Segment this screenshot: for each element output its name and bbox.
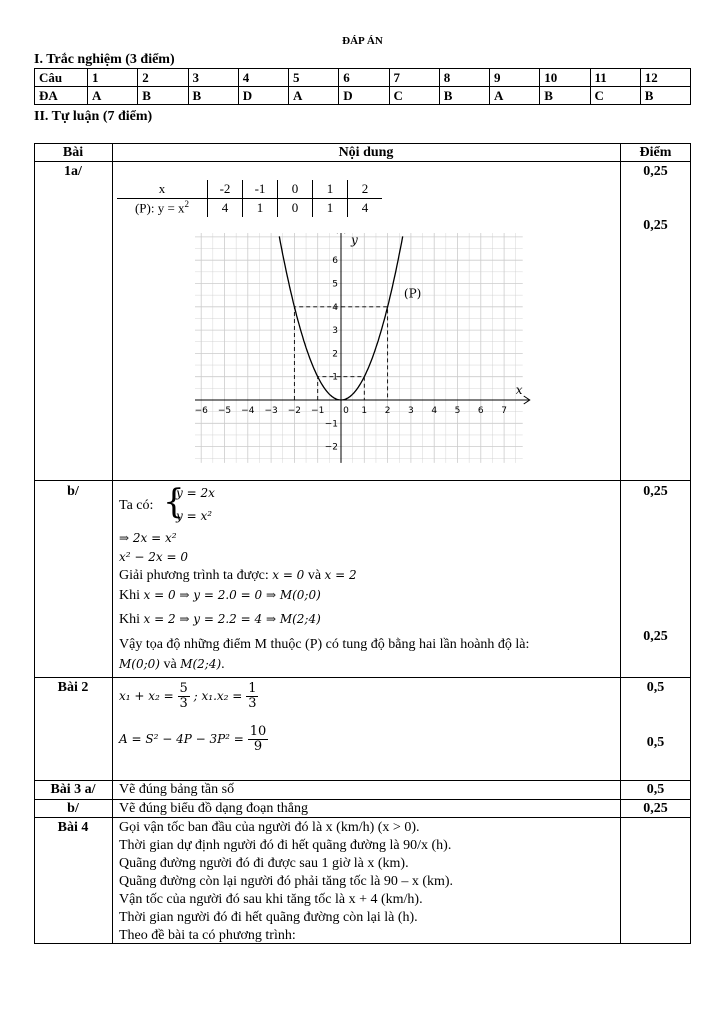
section-essay-heading: II. Tự luận (7 điểm): [34, 109, 153, 124]
question-1b-points: 0,25: [643, 629, 668, 644]
value-table-cell: 1: [313, 199, 348, 218]
equation-line: x² − 2x = 0: [119, 550, 188, 564]
question-1b-label: b/: [67, 484, 79, 499]
question-4-line: Thời gian người đó đi hết quãng đường còn lại là (h).: [119, 910, 418, 925]
mc-cell: 2: [138, 69, 188, 87]
mc-cell: B: [640, 87, 690, 105]
question-2-points: 0,5: [646, 680, 665, 695]
expression-a-equation: A = S² − 4P − 3P² = $\frac{10}{9}$: [119, 724, 267, 754]
mc-cell: 5: [289, 69, 339, 87]
x-tick-label: −1: [311, 406, 325, 416]
x-tick-label: −4: [241, 406, 255, 416]
mc-cell: C: [590, 87, 640, 105]
mc-cell: 1: [88, 69, 138, 87]
question-2-points: 0,5: [646, 735, 665, 750]
x-tick-label: 7: [501, 406, 507, 416]
question-1a-points: 0,25: [643, 218, 668, 233]
page-title: ĐÁP ÁN: [342, 35, 383, 47]
y-tick-label: 2: [332, 349, 338, 360]
column-divider: [620, 143, 621, 944]
row-divider: [34, 780, 691, 781]
curve-label: (P): [403, 286, 422, 301]
value-table-y-row: [117, 199, 382, 218]
mc-cell: A: [289, 87, 339, 105]
y-tick-label: 1: [332, 372, 338, 383]
question-4-line: Vận tốc của người đó sau khi tăng tốc là x + 4 (km/h).: [119, 892, 423, 907]
solve-line: Giải phương trình ta được: x = 0 và x = 2: [119, 568, 357, 583]
ta-co-text: Ta có:: [119, 498, 154, 513]
mc-cell: B: [540, 87, 590, 105]
x-tick-label: −5: [217, 406, 232, 416]
header-noi-dung: Nội dung: [338, 145, 394, 160]
equation-line: ⇒ 2x = x²: [119, 531, 177, 545]
question-3a-label: Bài 3 a/: [50, 782, 96, 797]
row-divider: [34, 480, 691, 481]
mc-cell: 7: [389, 69, 439, 87]
mc-cell: D: [339, 87, 389, 105]
section-multiple-choice-heading: I. Trắc nghiệm (3 điểm): [34, 52, 175, 67]
header-bai: Bài: [62, 145, 84, 160]
value-table-cell: -2: [208, 180, 243, 199]
question-1b-points: 0,25: [643, 484, 668, 499]
mc-cell: 12: [640, 69, 690, 87]
case-line: Khi x = 2 ⇒ y = 2.2 = 4 ⇒ M(2;4): [119, 612, 321, 627]
value-table-x-row: [117, 180, 382, 199]
value-table-cell: 1: [313, 180, 348, 199]
mc-cell: 10: [540, 69, 590, 87]
vieta-equation: x₁ + x₂ = $\frac{5}{3}$ ; x₁.x₂ = $\frac{1}{3}$: [119, 681, 257, 711]
y-tick-labels: [325, 256, 339, 452]
question-4-line: Theo đề bài ta có phương trình:: [119, 928, 296, 943]
mc-cell: B: [439, 87, 489, 105]
question-2-label: Bài 2: [57, 680, 89, 695]
question-4-label: Bài 4: [57, 820, 89, 835]
y-axis-label: y: [351, 233, 358, 247]
value-table-cell: -1: [243, 180, 278, 199]
mc-answer-row: [35, 87, 691, 105]
question-3b-points: 0,25: [643, 801, 668, 816]
mc-cell: C: [389, 87, 439, 105]
question-1a-label: 1a/: [64, 164, 82, 179]
mc-cell: Câu: [35, 69, 88, 87]
case-line: Khi x = 0 ⇒ y = 2.0 = 0 ⇒ M(0;0): [119, 588, 321, 603]
value-table-cell: 0: [278, 199, 313, 218]
value-table: [117, 180, 382, 217]
header-diem: Điểm: [639, 145, 672, 160]
value-table-cell: 1: [243, 199, 278, 218]
question-3b-label: b/: [67, 801, 79, 816]
conclusion-line: Vậy tọa độ những điểm M thuộc (P) có tung độ bằng hai lần hoành độ là:: [119, 637, 530, 652]
value-table-y-label: (P): $y = x^2$: [134, 199, 190, 216]
mc-cell: 11: [590, 69, 640, 87]
mc-cell: 8: [439, 69, 489, 87]
x-tick-label: 6: [477, 406, 484, 416]
mc-cell: A: [88, 87, 138, 105]
x-tick-label: −6: [195, 406, 208, 416]
system-brace: {: [163, 482, 185, 522]
question-3a-text: Vẽ đúng bảng tần số: [119, 782, 235, 797]
question-4-line: Thời gian dự định người đó đi hết quãng đường là 90/x (h).: [119, 838, 452, 853]
mc-cell: 9: [490, 69, 540, 87]
system-equation-2: y = x²: [176, 509, 213, 523]
mc-cell: 3: [188, 69, 238, 87]
value-table-cell: 4: [208, 199, 243, 218]
y-tick-label: 6: [332, 256, 338, 267]
mc-cell: D: [238, 87, 288, 105]
x-axis-label: x: [515, 383, 523, 397]
question-3b-text: Vẽ đúng biểu đồ dạng đoạn thẳng: [119, 801, 308, 816]
y-tick-label: −2: [324, 442, 338, 453]
column-divider: [112, 143, 113, 944]
y-tick-label: 4: [332, 302, 338, 313]
mc-cell: 6: [339, 69, 389, 87]
mc-cell: B: [188, 87, 238, 105]
y-tick-label: −1: [324, 419, 338, 430]
question-4-line: Quãng đường còn lại người đó phải tăng tốc là 90 – x (km).: [119, 874, 454, 889]
parabola-graph: [195, 233, 535, 468]
y-tick-label: 3: [332, 326, 338, 337]
multiple-choice-answer-table: [34, 68, 691, 105]
value-table-cell: 0: [278, 180, 313, 199]
mc-cell: 4: [238, 69, 288, 87]
system-equation-1: y = 2x: [176, 486, 215, 500]
x-tick-label: 2: [384, 406, 391, 416]
x-tick-label: 1: [361, 406, 368, 416]
mc-cell: ĐA: [35, 87, 88, 105]
conclusion-points: M(0;0) và M(2;4).: [119, 657, 225, 672]
graph-axes: [195, 233, 530, 463]
row-divider: [34, 799, 691, 800]
value-table-x-label: x: [117, 180, 208, 199]
mc-cell: B: [138, 87, 188, 105]
y-tick-label: 5: [332, 279, 338, 290]
x-tick-label: −3: [264, 406, 278, 416]
value-table-cell: 4: [348, 199, 383, 218]
x-tick-labels: [195, 406, 507, 416]
value-table-cell: 2: [348, 180, 383, 199]
question-1a-points: 0,25: [643, 164, 668, 179]
x-tick-label: 0: [343, 406, 349, 416]
question-4-line: Quãng đường người đó đi được sau 1 giờ là x (km).: [119, 856, 409, 871]
row-divider: [34, 161, 691, 162]
x-tick-label: 5: [454, 406, 461, 416]
x-tick-label: −2: [287, 406, 302, 416]
graph-grid: [195, 233, 523, 463]
mc-cell: A: [490, 87, 540, 105]
x-tick-label: 3: [408, 406, 414, 416]
row-divider: [34, 817, 691, 818]
mc-question-row: [35, 69, 691, 87]
x-tick-label: 4: [431, 406, 438, 416]
question-3a-points: 0,5: [646, 782, 665, 797]
question-4-line: Gọi vận tốc ban đầu của người đó là x (km/h) (x > 0).: [119, 820, 420, 835]
row-divider: [34, 677, 691, 678]
